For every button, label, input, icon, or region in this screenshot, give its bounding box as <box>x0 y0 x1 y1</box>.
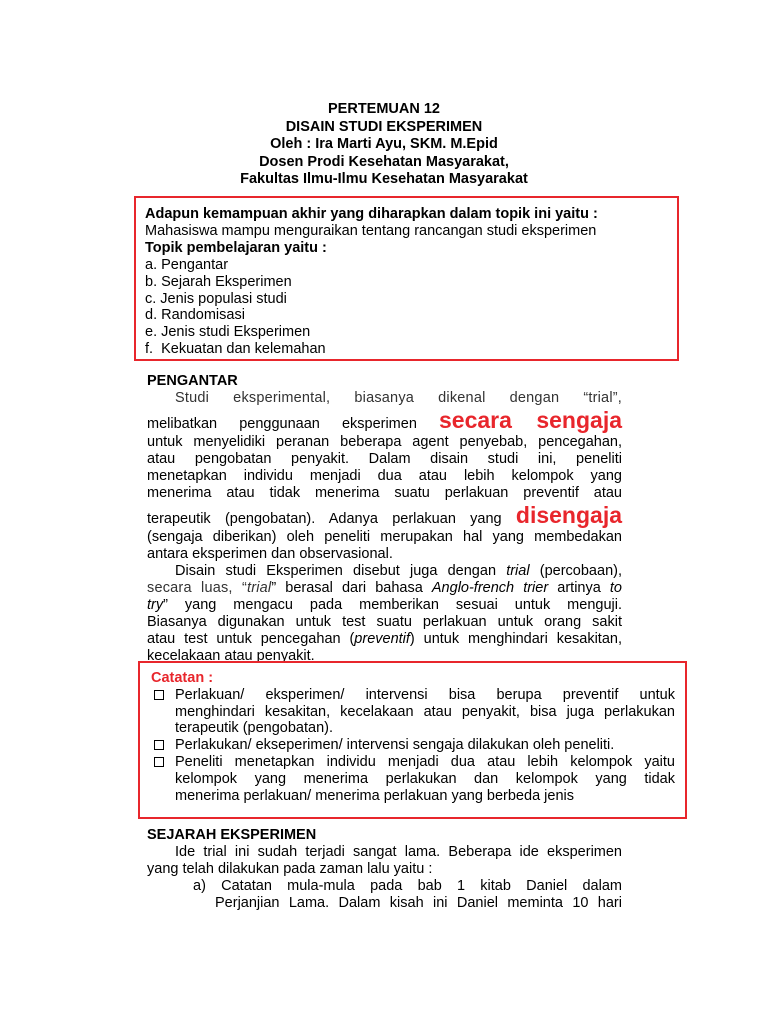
notes-line: terapeutik (pengobatan). <box>175 720 333 737</box>
pengantar-line <box>147 580 622 597</box>
checkbox-bullet-icon <box>154 740 164 750</box>
pengantar-italic: preventif <box>354 631 410 647</box>
topics-heading: Topik pembelajaran yaitu : <box>145 239 327 256</box>
pengantar-title: PENGANTAR <box>147 373 238 389</box>
sejarah-section <box>147 827 622 912</box>
pengantar-text: ” berasal dari bahasa <box>271 580 432 596</box>
document-header <box>0 101 768 189</box>
pengantar-line <box>147 597 622 614</box>
pengantar-text: terapeutik (pengobatan). Adanya perlakuan yang <box>147 511 502 527</box>
pengantar-line: atau pengobatan penyakit. Dalam disain studi ini, peneliti <box>147 451 622 467</box>
topic-item: f. Kekuatan dan kelemahan <box>145 341 326 358</box>
pengantar-line: (sengaja diberikan) oleh peneliti merupakan hal yang membedakan <box>147 529 622 545</box>
pengantar-text: secara luas, “ <box>147 580 247 596</box>
author-line: Oleh : Ira Marti Ayu, SKM. M.Epid <box>270 136 498 152</box>
pengantar-text: (percobaan), <box>529 563 622 579</box>
notes-line: Perlakukan/ ekseperimen/ intervensi sengaja dilakukan oleh peneliti. <box>175 737 615 754</box>
pengantar-line: kecelakaan atau penyakit. <box>147 648 315 664</box>
notes-line: menerima perlakuan/ menerima perlakuan yang berbeda jenis <box>175 787 574 804</box>
pengantar-text: Disain studi Eksperimen disebut juga dengan <box>175 563 507 579</box>
pengantar-text: ” yang mengacu pada memberikan sesuai untuk menguji. <box>163 597 622 613</box>
pengantar-text: melibatkan penggunaan eksperimen <box>147 416 417 432</box>
learning-objectives-box <box>134 196 679 361</box>
pengantar-line: antara eksperimen dan observasional. <box>147 546 393 562</box>
pengantar-line: Studi eksperimental, biasanya dikenal dengan “trial”, <box>175 390 622 406</box>
pengantar-line: menetapkan individu menjadi dua atau lebih kelompok yang <box>147 468 622 484</box>
notes-box <box>138 661 687 819</box>
notes-line: kelompok yang menerima perlakukan dan kelompok yang tidak <box>175 770 675 787</box>
author-position: Dosen Prodi Kesehatan Masyarakat, <box>259 153 509 170</box>
pengantar-italic: trial <box>246 580 272 596</box>
checkbox-bullet-icon <box>154 757 164 767</box>
notes-line: Peneliti menetapkan individu menjadi dua atau lebih kelompok yaitu <box>175 753 675 770</box>
topic-item: e. Jenis studi Eksperimen <box>145 324 311 341</box>
emphasis-disengaja: disengaja <box>515 502 623 528</box>
notes-line: Perlakuan/ eksperimen/ intervensi bisa berupa preventif untuk <box>175 686 675 703</box>
pengantar-italic: Anglo-french trier <box>431 580 549 596</box>
topic-item: c. Jenis populasi studi <box>145 290 287 307</box>
notes-title: Catatan : <box>151 670 214 686</box>
notes-bullet <box>151 754 675 804</box>
sejarah-line: a) Catatan mula-mula pada bab 1 kitab Daniel dalam <box>193 878 622 894</box>
checkbox-bullet-icon <box>154 690 164 700</box>
pengantar-line: Biasanya digunakan untuk test suatu perlakuan untuk orang sakit <box>147 614 622 630</box>
pengantar-line <box>147 563 622 580</box>
sejarah-line: yang telah dilakukan pada zaman lalu yaitu : <box>147 861 433 877</box>
pengantar-text: atau test untuk pencegahan ( <box>147 631 355 647</box>
topic-item: a. Pengantar <box>145 256 229 273</box>
notes-bullet <box>151 737 675 754</box>
sejarah-title: SEJARAH EKSPERIMEN <box>147 827 317 843</box>
pengantar-line: menerima atau tidak menerima suatu perlakuan preventif atau <box>147 485 622 501</box>
topic-item: b. Sejarah Eksperimen <box>145 273 292 290</box>
notes-line: menghindari kesakitan, kecelakaan atau penyakit, bisa juga perlakukan <box>175 703 675 720</box>
notes-bullet <box>151 687 675 737</box>
objectives-heading: Adapun kemampuan akhir yang diharapkan dalam topik ini yaitu : <box>145 206 598 222</box>
pengantar-text: ) untuk menghindari kesakitan, <box>409 631 622 647</box>
pengantar-italic: try <box>147 597 164 613</box>
pengantar-italic: to <box>609 580 622 596</box>
sejarah-line: Perjanjian Lama. Dalam kisah ini Daniel meminta 10 hari <box>215 895 622 911</box>
document-title: DISAIN STUDI EKSPERIMEN <box>285 118 483 135</box>
emphasis-secara-sengaja: secara sengaja <box>438 407 622 433</box>
objectives-text: Mahasiswa mampu menguraikan tentang rancangan studi eksperimen <box>145 222 597 239</box>
author-faculty: Fakultas Ilmu-Ilmu Kesehatan Masyarakat <box>240 171 528 187</box>
sejarah-line: Ide trial ini sudah terjadi sangat lama. Beberapa ide eksperimen <box>175 844 622 860</box>
pengantar-text: artinya <box>548 580 610 596</box>
pengantar-section <box>147 373 622 665</box>
pengantar-line <box>147 631 622 648</box>
topic-item: d. Randomisasi <box>145 307 245 324</box>
meeting-number: PERTEMUAN 12 <box>328 101 440 117</box>
pengantar-line: untuk menyelidiki peranan beberapa agent penyebab, pencegahan, <box>147 434 622 450</box>
pengantar-italic: trial <box>506 563 530 579</box>
